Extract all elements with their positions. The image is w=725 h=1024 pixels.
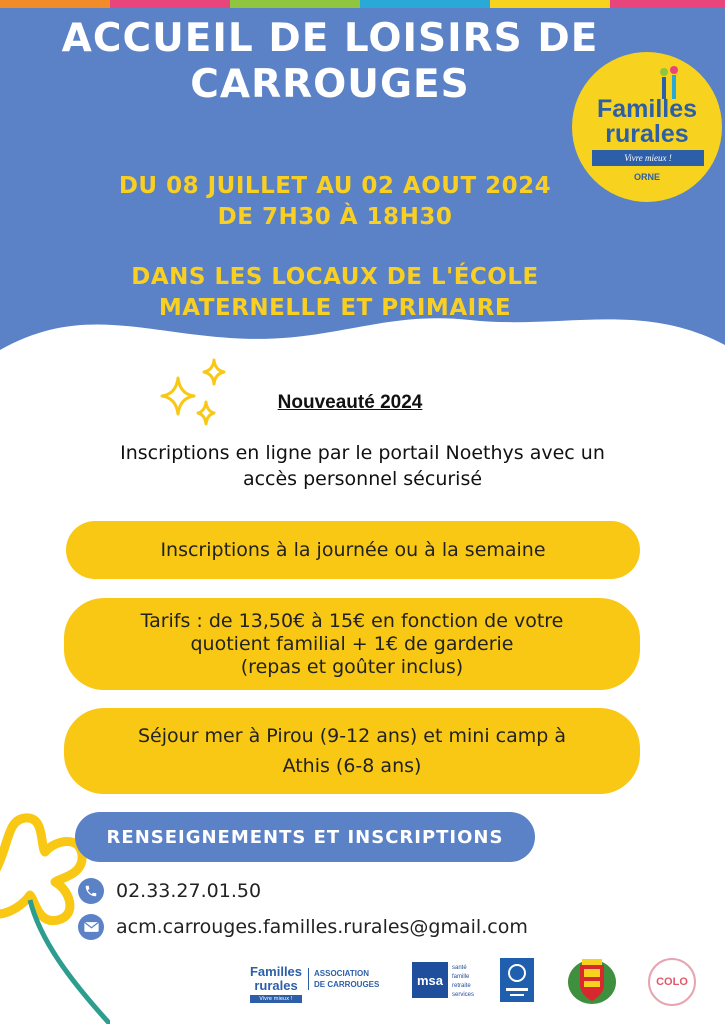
footer-logo-line-2: rurales [254,978,298,993]
association-line-2: DE CARROUGES [314,980,380,989]
stay-line-2: Athis (6-8 ans) [282,755,422,777]
logo-text-line-2: rurales [605,120,689,148]
msa-mark: msa [412,962,448,998]
dates-block [40,171,630,233]
phone-contact[interactable] [78,878,261,904]
contact-heading: RENSEIGNEMENTS ET INSCRIPTIONS [75,812,535,862]
colo-logo [648,958,696,1006]
colo-text: COLO [656,976,688,988]
association-line-1: ASSOCIATION [314,969,369,978]
title-line-2: CARROUGES [190,62,470,107]
envelope-icon [78,914,104,940]
stay-line-1: Séjour mer à Pirou (9-12 ans) et mini camp à [138,725,566,747]
logo-text-line-1: Familles [596,95,698,123]
news-text-line-1: Inscriptions en ligne par le portail Noethys avec un [120,442,605,464]
phone-number: 02.33.27.01.50 [116,880,262,902]
news-text [20,440,705,492]
footer-logo-line-1: Familles [249,964,303,979]
stay-pill [64,708,640,794]
registration-info-text: Inscriptions à la journée ou à la semaine [160,539,546,561]
familles-rurales-logo [572,52,722,202]
pricing-pill [64,598,640,690]
email-address: acm.carrouges.familles.rurales@gmail.com [116,916,528,938]
pricing-line-2: quotient familial + 1€ de garderie [190,632,514,655]
footer-familles-rurales-logo [245,962,307,1006]
title-line-1: ACCUEIL DE LOISIRS DE [61,16,599,61]
msa-line-1: santé [452,965,467,971]
town-crest-logo [566,955,618,1005]
logo-slogan: Vivre mieux ! [592,150,704,166]
msa-line-2: famille [452,974,470,980]
association-label [308,968,390,990]
msa-logo [412,962,494,1000]
pricing-line-1: Tarifs : de 13,50€ à 15€ en fonction de votre [140,609,564,632]
email-contact[interactable] [78,914,528,940]
news-text-line-2: accès personnel sécurisé [242,468,483,490]
footer-logo-slogan: Vivre mieux ! [250,995,302,1003]
news-heading: Nouveauté 2024 [277,392,423,413]
msa-text [452,964,474,1000]
msa-line-4: services [452,992,475,998]
location-line-1: DANS LES LOCAUX DE L'ÉCOLE [131,264,539,290]
pricing-line-3: (repas et goûter inclus) [240,655,464,678]
msa-line-3: retraite [452,983,471,989]
registration-info-pill [66,521,640,579]
page-title [20,16,640,108]
caf-logo [500,958,534,1002]
phone-icon [78,878,104,904]
logo-region: ORNE [633,172,660,182]
location-line-2: MATERNELLE ET PRIMAIRE [158,295,512,321]
hours-line: DE 7H30 À 18H30 [217,204,453,230]
location-block [40,262,630,324]
dates-line-1: DU 08 JUILLET AU 02 AOUT 2024 [118,173,552,199]
